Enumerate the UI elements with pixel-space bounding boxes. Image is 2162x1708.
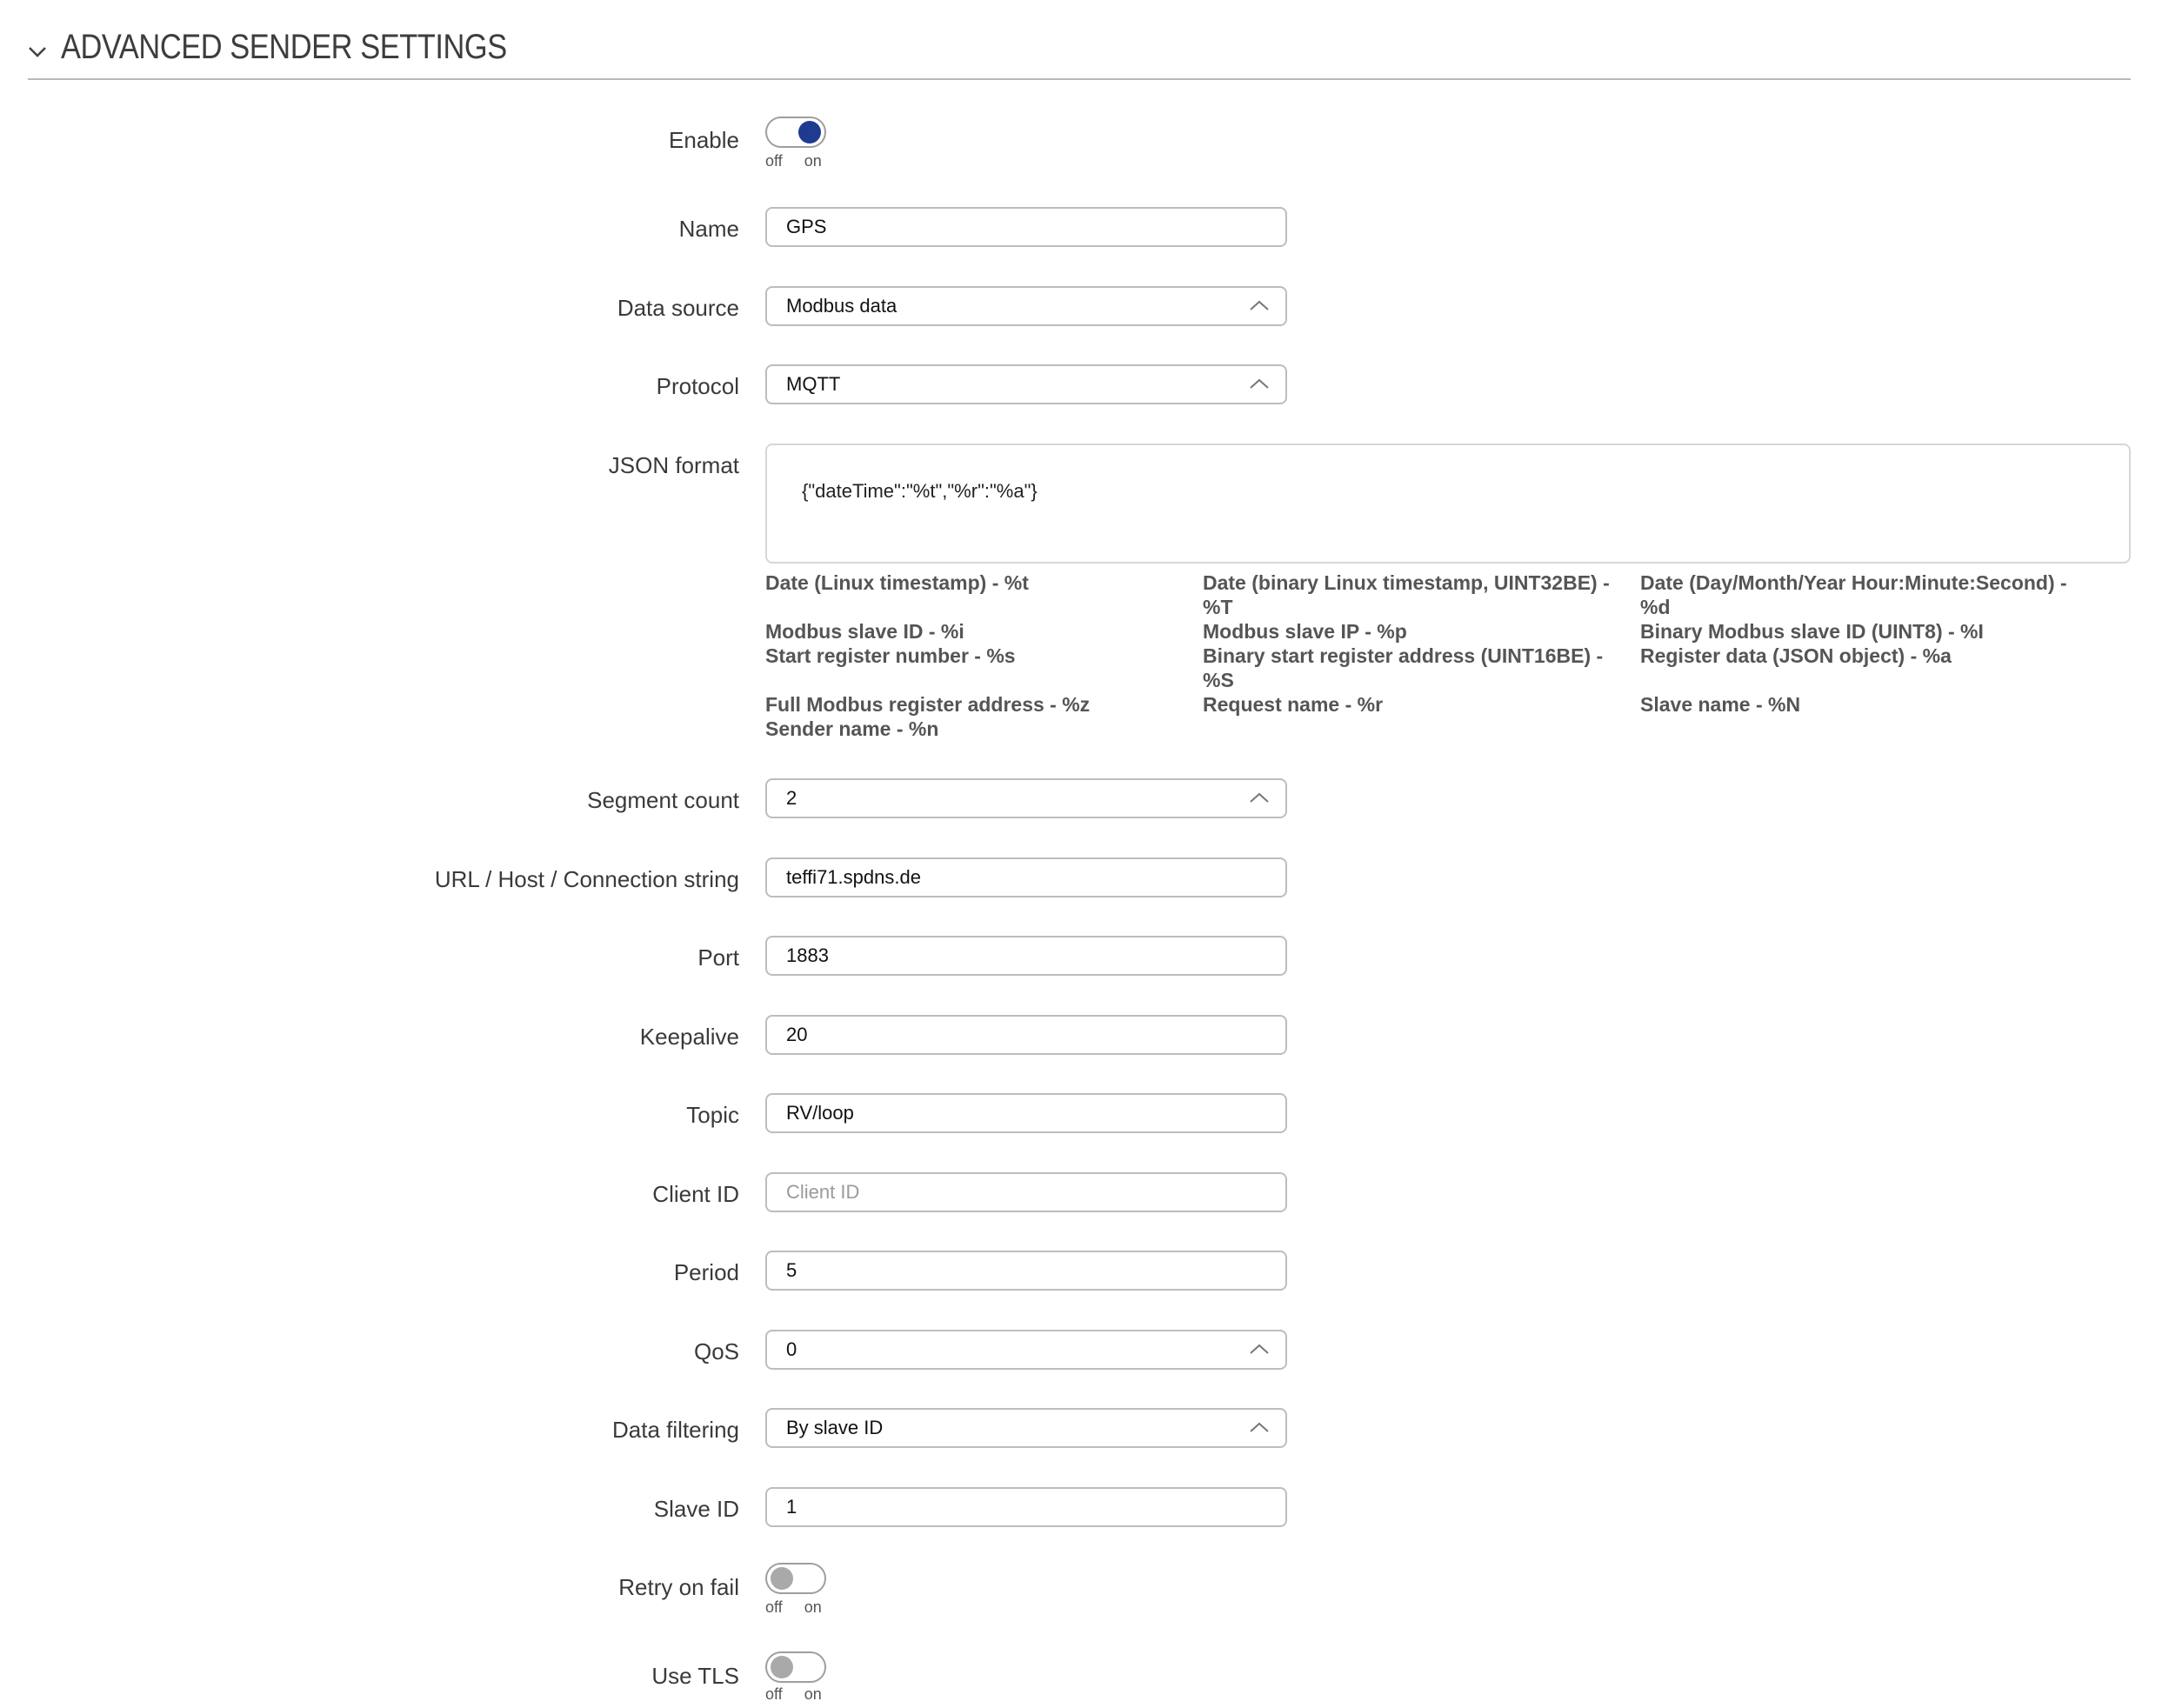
toggle-off-text: off (765, 152, 783, 170)
toggle-off-text: off (765, 1598, 783, 1616)
retry-on-fail-label: Retry on fail (618, 1574, 739, 1600)
use-tls-toggle[interactable] (765, 1651, 826, 1683)
port-input[interactable] (765, 936, 1287, 976)
json-hint: Start register number - %s (765, 644, 1016, 667)
json-hint: Date (Linux timestamp) - %t (765, 571, 1029, 594)
qos-select[interactable] (765, 1330, 1287, 1370)
enable-label: Enable (669, 127, 739, 153)
period-label: Period (673, 1259, 739, 1285)
toggle-on-text: on (804, 152, 822, 170)
slave-id-input[interactable] (765, 1487, 1287, 1527)
topic-label: Topic (686, 1102, 739, 1128)
protocol-value: MQTT (786, 373, 841, 395)
name-label: Name (678, 216, 739, 242)
keepalive-label: Keepalive (639, 1024, 739, 1050)
json-hint: Request name - %r (1203, 693, 1384, 716)
qos-value: 0 (786, 1338, 797, 1360)
protocol-select[interactable] (765, 364, 1287, 404)
url-input[interactable] (765, 857, 1287, 897)
data-filtering-value: By slave ID (786, 1417, 884, 1438)
period-input[interactable] (765, 1251, 1287, 1291)
json-hint: Date (Day/Month/Year Hour:Minute:Second) - %d (1640, 571, 2067, 618)
retry-on-fail-toggle[interactable] (765, 1563, 826, 1594)
data-filtering-label: Data filtering (612, 1417, 739, 1443)
json-hint: Modbus slave IP - %p (1203, 620, 1407, 643)
chevron-up-icon (1249, 299, 1270, 311)
json-hint: Sender name - %n (765, 717, 939, 740)
slave-id-label: Slave ID (653, 1496, 739, 1522)
url-label: URL / Host / Connection string (434, 866, 739, 892)
toggle-on-text: on (804, 1685, 822, 1703)
json-hint: Register data (JSON object) - %a (1640, 644, 1952, 667)
section-header[interactable] (28, 24, 2131, 80)
json-hint: Modbus slave ID - %i (765, 620, 964, 643)
json-hint: Full Modbus register address - %z (765, 693, 1091, 716)
section-title: ADVANCED SENDER SETTINGS (61, 28, 507, 66)
chevron-up-icon (1249, 791, 1270, 804)
data-source-value: Modbus data (786, 295, 897, 317)
chevron-up-icon (1249, 377, 1270, 390)
keepalive-input[interactable] (765, 1015, 1287, 1055)
json-hint: Date (binary Linux timestamp, UINT32BE) - %T (1203, 571, 1610, 618)
chevron-down-icon[interactable] (28, 42, 47, 61)
chevron-up-icon (1249, 1421, 1270, 1433)
data-source-label: Data source (617, 295, 739, 321)
toggle-off-text: off (765, 1685, 783, 1703)
json-hint: Binary start register address (UINT16BE) - %S (1203, 644, 1604, 691)
tls-toggle-text (765, 1685, 822, 1704)
toggle-knob (798, 121, 821, 143)
client-id-input[interactable] (765, 1172, 1287, 1212)
segment-count-value: 2 (786, 787, 797, 809)
json-format-textarea[interactable] (765, 444, 2131, 564)
port-label: Port (697, 944, 739, 971)
segment-count-select[interactable] (765, 778, 1287, 818)
topic-input[interactable] (765, 1093, 1287, 1133)
enable-toggle[interactable] (765, 117, 826, 148)
data-filtering-select[interactable] (765, 1408, 1287, 1448)
json-hint: Slave name - %N (1640, 693, 1801, 716)
data-source-select[interactable] (765, 286, 1287, 326)
chevron-up-icon (1249, 1343, 1270, 1355)
protocol-label: Protocol (656, 373, 739, 399)
toggle-knob (771, 1567, 793, 1590)
json-format-label: JSON format (608, 452, 739, 478)
name-input[interactable] (765, 207, 1287, 247)
segment-count-label: Segment count (587, 787, 739, 813)
json-hint: Binary Modbus slave ID (UINT8) - %I (1640, 620, 1984, 643)
qos-label: QoS (693, 1338, 739, 1364)
retry-toggle-text (765, 1598, 822, 1617)
toggle-knob (771, 1656, 793, 1678)
use-tls-label: Use TLS (651, 1663, 739, 1689)
enable-toggle-text (765, 152, 822, 170)
client-id-label: Client ID (652, 1181, 739, 1207)
toggle-on-text: on (804, 1598, 822, 1616)
